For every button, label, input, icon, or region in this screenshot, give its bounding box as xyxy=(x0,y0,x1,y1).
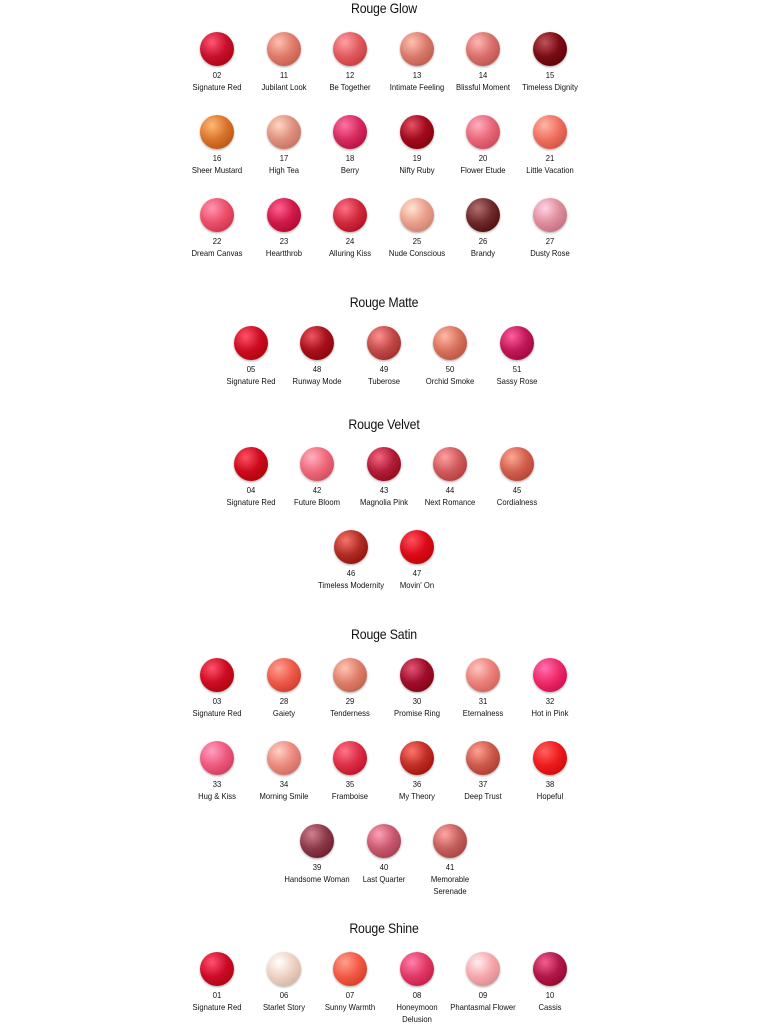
color-swatch[interactable] xyxy=(466,952,500,986)
shade-number: 44 xyxy=(445,485,455,495)
shade-name: Hopeful xyxy=(536,791,564,801)
color-swatch[interactable] xyxy=(267,952,301,986)
shade-number: 40 xyxy=(379,862,389,872)
swatch-row xyxy=(0,326,768,406)
shade-name: Hot in Pink xyxy=(531,708,569,718)
shade-number: 43 xyxy=(379,485,389,495)
color-swatch[interactable] xyxy=(300,824,334,858)
shade-number: 39 xyxy=(312,862,322,872)
shade-number: 03 xyxy=(212,696,222,706)
shade-name: Promise Ring xyxy=(394,708,440,718)
shade-name: Brandy xyxy=(470,248,496,258)
shade-number: 33 xyxy=(212,779,222,789)
color-swatch[interactable] xyxy=(533,32,567,66)
shade-name: Starlet Story xyxy=(262,1002,306,1012)
color-swatch[interactable] xyxy=(333,741,367,775)
shade-number: 02 xyxy=(212,70,222,80)
swatch-item[interactable] xyxy=(477,447,557,508)
shade-number: 16 xyxy=(212,153,222,163)
shade-number: 15 xyxy=(545,70,555,80)
shade-name: Future Bloom xyxy=(294,497,340,507)
shade-name: Be Together xyxy=(329,82,371,92)
shade-number: 24 xyxy=(345,236,355,246)
color-swatch[interactable] xyxy=(267,198,301,232)
color-swatch[interactable] xyxy=(533,952,567,986)
color-swatch[interactable] xyxy=(333,658,367,692)
shade-number: 14 xyxy=(478,70,488,80)
shade-name: Heartthrob xyxy=(265,248,303,258)
color-swatch[interactable] xyxy=(267,741,301,775)
shade-name: Sunny Warmth xyxy=(324,1002,376,1012)
shade-name: Runway Mode xyxy=(292,376,342,386)
shade-number: 07 xyxy=(345,990,355,1000)
shade-number: 18 xyxy=(345,153,355,163)
shade-name: Timeless Modernity xyxy=(317,580,385,590)
swatch-item[interactable] xyxy=(510,115,590,176)
shade-name: Last Quarter xyxy=(362,874,406,884)
swatch-row xyxy=(0,658,768,738)
shade-name: Signature Red xyxy=(192,82,242,92)
color-swatch[interactable] xyxy=(500,447,534,481)
shade-name: Next Romance xyxy=(424,497,476,507)
swatch-item[interactable] xyxy=(510,198,590,259)
color-swatch[interactable] xyxy=(234,326,268,360)
shade-number: 05 xyxy=(246,364,256,374)
shade-number: 01 xyxy=(212,990,222,1000)
color-swatch[interactable] xyxy=(433,447,467,481)
shade-name: Memorable Serenade xyxy=(430,874,470,896)
shade-number: 10 xyxy=(545,990,555,1000)
color-swatch[interactable] xyxy=(267,32,301,66)
shade-name: Gaiety xyxy=(272,708,296,718)
shade-number: 37 xyxy=(478,779,488,789)
shade-number: 38 xyxy=(545,779,555,789)
shade-name: Berry xyxy=(340,165,360,175)
swatch-row xyxy=(0,530,768,610)
shade-number: 45 xyxy=(512,485,522,495)
shade-number: 11 xyxy=(280,70,288,80)
shade-name: Tenderness xyxy=(330,708,370,718)
shade-number: 17 xyxy=(279,153,289,163)
color-swatch[interactable] xyxy=(466,198,500,232)
swatch-row xyxy=(0,198,768,278)
shade-number: 42 xyxy=(312,485,322,495)
shade-number: 20 xyxy=(478,153,488,163)
shade-name: Orchid Smoke xyxy=(425,376,475,386)
shade-number: 26 xyxy=(478,236,488,246)
swatch-item[interactable] xyxy=(510,952,590,1013)
shade-name: My Theory xyxy=(399,791,435,801)
shade-number: 47 xyxy=(412,568,422,578)
color-swatch[interactable] xyxy=(200,741,234,775)
shade-name: Deep Trust xyxy=(464,791,502,801)
shade-name: Movin' On xyxy=(399,580,435,590)
color-swatch[interactable] xyxy=(234,447,268,481)
shade-name: Eternalness xyxy=(462,708,504,718)
shade-name: Magnolia Pink xyxy=(359,497,409,507)
shade-name: Blissful Moment xyxy=(456,82,510,92)
shade-name: Handsome Woman xyxy=(284,874,350,884)
shade-name: Little Vacation xyxy=(526,165,574,175)
shade-name: Framboise xyxy=(331,791,369,801)
shade-number: 08 xyxy=(412,990,422,1000)
color-swatch[interactable] xyxy=(367,447,401,481)
color-swatch[interactable] xyxy=(400,198,434,232)
color-swatch[interactable] xyxy=(367,326,401,360)
shade-name: Morning Smile xyxy=(259,791,309,801)
shade-number: 46 xyxy=(346,568,356,578)
shade-number: 13 xyxy=(412,70,422,80)
shade-number: 51 xyxy=(512,364,522,374)
color-swatch[interactable] xyxy=(333,32,367,66)
shade-number: 28 xyxy=(279,696,289,706)
shade-name: Tuberose xyxy=(367,376,401,386)
shade-name: Honeymoon Delusion xyxy=(396,1002,438,1024)
color-swatch[interactable] xyxy=(200,32,234,66)
shade-name: Dusty Rose xyxy=(530,248,570,258)
shade-number: 25 xyxy=(412,236,422,246)
swatch-row xyxy=(0,447,768,527)
swatch-item[interactable] xyxy=(510,658,590,719)
color-swatch[interactable] xyxy=(433,326,467,360)
shade-name: Alluring Kiss xyxy=(328,248,372,258)
color-swatch[interactable] xyxy=(533,115,567,149)
color-swatch[interactable] xyxy=(466,115,500,149)
color-swatch[interactable] xyxy=(400,658,434,692)
shade-name: Signature Red xyxy=(192,708,242,718)
swatch-item[interactable] xyxy=(510,32,590,93)
color-swatch[interactable] xyxy=(367,824,401,858)
shade-name: Phantasmal Flower xyxy=(450,1002,516,1012)
shade-name: Signature Red xyxy=(226,497,276,507)
color-swatch[interactable] xyxy=(533,741,567,775)
shade-number: 06 xyxy=(279,990,289,1000)
color-swatch[interactable] xyxy=(500,326,534,360)
color-swatch[interactable] xyxy=(400,115,434,149)
shade-name: Flower Etude xyxy=(460,165,506,175)
color-swatch[interactable] xyxy=(466,658,500,692)
shade-number: 12 xyxy=(345,70,355,80)
color-swatch[interactable] xyxy=(533,198,567,232)
color-swatch[interactable] xyxy=(300,326,334,360)
shade-name: Nude Conscious xyxy=(388,248,446,258)
color-swatch[interactable] xyxy=(267,115,301,149)
shade-number: 09 xyxy=(478,990,488,1000)
shade-number: 19 xyxy=(412,153,422,163)
section-title: Rouge Shine xyxy=(349,920,419,936)
shade-name: Sheer Mustard xyxy=(191,165,243,175)
color-swatch[interactable] xyxy=(333,115,367,149)
shade-number: 27 xyxy=(545,236,555,246)
color-swatch[interactable] xyxy=(533,658,567,692)
swatch-item[interactable] xyxy=(410,824,490,897)
shade-name: High Tea xyxy=(268,165,300,175)
section-title: Rouge Matte xyxy=(349,294,419,310)
color-swatch[interactable] xyxy=(400,32,434,66)
shade-name: Sassy Rose xyxy=(496,376,538,386)
color-swatch[interactable] xyxy=(333,952,367,986)
color-swatch[interactable] xyxy=(466,32,500,66)
shade-number: 50 xyxy=(445,364,455,374)
section-title: Rouge Velvet xyxy=(348,416,420,432)
shade-number: 22 xyxy=(212,236,222,246)
section-title: Rouge Satin xyxy=(351,626,417,642)
section-title: Rouge Glow xyxy=(350,0,418,16)
shade-number: 36 xyxy=(412,779,422,789)
swatch-row xyxy=(0,115,768,195)
shade-number: 32 xyxy=(545,696,555,706)
shade-name: Jubilant Look xyxy=(261,82,307,92)
shade-name: Cordialness xyxy=(496,497,538,507)
shade-number: 21 xyxy=(545,153,555,163)
shade-number: 30 xyxy=(412,696,422,706)
shade-number: 34 xyxy=(279,779,289,789)
swatch-item[interactable] xyxy=(510,741,590,802)
shade-name: Cassis xyxy=(538,1002,562,1012)
color-swatch[interactable] xyxy=(433,824,467,858)
color-swatch[interactable] xyxy=(400,952,434,986)
color-swatch[interactable] xyxy=(200,952,234,986)
color-swatch[interactable] xyxy=(333,198,367,232)
swatch-item[interactable] xyxy=(377,530,457,591)
color-swatch[interactable] xyxy=(200,658,234,692)
color-swatch[interactable] xyxy=(267,658,301,692)
color-swatch[interactable] xyxy=(200,198,234,232)
shade-number: 29 xyxy=(345,696,355,706)
shade-number: 04 xyxy=(246,485,256,495)
swatch-row xyxy=(0,32,768,112)
shade-name: Signature Red xyxy=(192,1002,242,1012)
shade-number: 48 xyxy=(312,364,322,374)
shade-number: 49 xyxy=(379,364,389,374)
shade-name: Hug & Kiss xyxy=(198,791,236,801)
shade-name: Nifty Ruby xyxy=(399,165,435,175)
shade-number: 41 xyxy=(445,862,455,872)
color-swatch[interactable] xyxy=(400,741,434,775)
color-swatch[interactable] xyxy=(466,741,500,775)
shade-name: Timeless Dignity xyxy=(522,82,578,92)
swatch-row xyxy=(0,952,768,1032)
shade-number: 31 xyxy=(478,696,488,706)
shade-name: Intimate Feeling xyxy=(389,82,445,92)
swatch-item[interactable] xyxy=(477,326,557,387)
color-swatch[interactable] xyxy=(200,115,234,149)
swatch-row xyxy=(0,741,768,821)
color-swatch[interactable] xyxy=(334,530,368,564)
shade-name: Signature Red xyxy=(226,376,276,386)
color-swatch[interactable] xyxy=(400,530,434,564)
shade-name: Dream Canvas xyxy=(191,248,243,258)
swatch-row xyxy=(0,824,768,904)
color-swatch[interactable] xyxy=(300,447,334,481)
shade-number: 35 xyxy=(345,779,355,789)
shade-number: 23 xyxy=(279,236,289,246)
